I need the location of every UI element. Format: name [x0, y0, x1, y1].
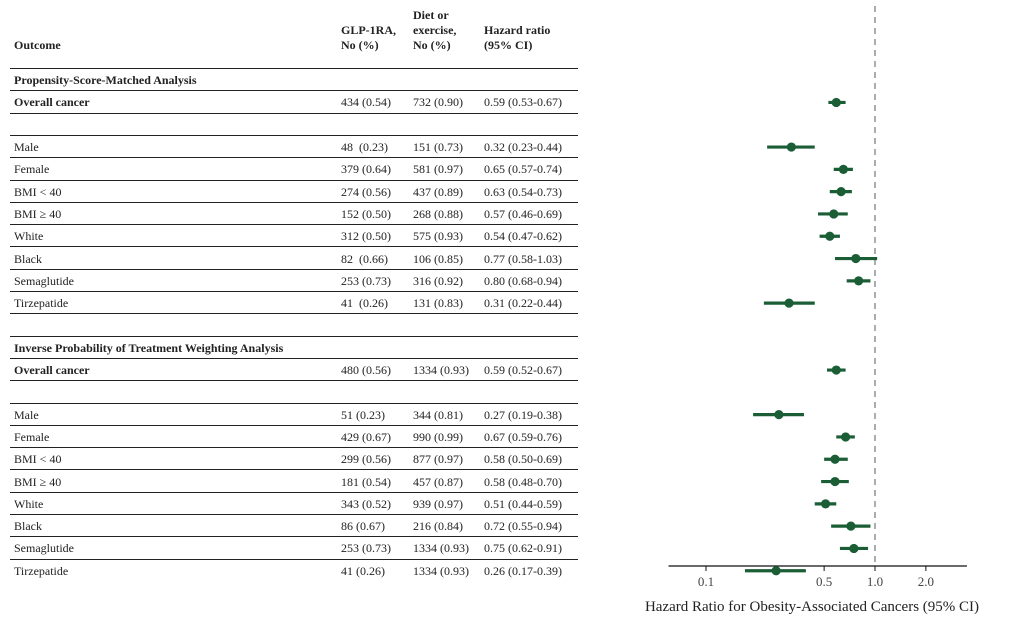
- hazard-ratio-text: 0.58 (0.50-0.69): [484, 452, 562, 466]
- row-label: Female: [14, 430, 50, 444]
- x-tick-label: 1.0: [866, 574, 884, 589]
- glp-count: 253 (0.73): [341, 541, 391, 555]
- diet-count: 581 (0.97): [413, 162, 463, 176]
- hazard-ratio-text: 0.32 (0.23-0.44): [484, 140, 562, 154]
- header-glp-line2: No (%): [341, 38, 379, 52]
- hr-point: [784, 299, 793, 308]
- hazard-ratio-text: 0.31 (0.22-0.44): [484, 296, 562, 310]
- diet-count: 344 (0.81): [413, 408, 463, 422]
- header-hr: [484, 23, 550, 53]
- forest-plot: [580, 0, 1020, 620]
- row-label: Female: [14, 162, 50, 176]
- row-label: BMI ≥ 40: [14, 475, 62, 489]
- table-rule: [10, 135, 578, 136]
- table-rule: [10, 157, 578, 158]
- hazard-ratio-text: 0.59 (0.52-0.67): [484, 363, 562, 377]
- table-rule: [10, 246, 578, 247]
- row-label: Tirzepatide: [14, 296, 69, 310]
- table-rule: [10, 113, 578, 114]
- glp-count: 253 (0.73): [341, 274, 391, 288]
- hr-point: [830, 455, 839, 464]
- hazard-ratio-text: 0.57 (0.46-0.69): [484, 207, 562, 221]
- glp-count: 312 (0.50): [341, 229, 391, 243]
- diet-count: 216 (0.84): [413, 519, 463, 533]
- table-rule: [10, 447, 578, 448]
- hazard-ratio-text: 0.58 (0.48-0.70): [484, 475, 562, 489]
- hazard-ratio-text: 0.63 (0.54-0.73): [484, 185, 562, 199]
- section-heading: Inverse Probability of Treatment Weighting Analysis: [14, 341, 284, 355]
- table-rule: [10, 536, 578, 537]
- diet-count: 316 (0.92): [413, 274, 463, 288]
- hr-point: [825, 232, 834, 241]
- header-hr-line2: (95% CI): [484, 38, 533, 52]
- hazard-ratio-text: 0.54 (0.47-0.62): [484, 229, 562, 243]
- header-diet-line1: Diet or: [413, 8, 449, 22]
- table-rule: [10, 336, 578, 337]
- table-rule: [10, 358, 578, 359]
- glp-count: 274 (0.56): [341, 185, 391, 199]
- table-rule: [10, 180, 578, 181]
- hazard-ratio-text: 0.75 (0.62-0.91): [484, 541, 562, 555]
- diet-count: 151 (0.73): [413, 140, 463, 154]
- glp-count: 181 (0.54): [341, 475, 391, 489]
- glp-count: 51 (0.23): [341, 408, 385, 422]
- hazard-ratio-text: 0.80 (0.68-0.94): [484, 274, 562, 288]
- glp-count: 48 (0.23): [341, 140, 388, 154]
- hr-point: [830, 477, 839, 486]
- diet-count: 106 (0.85): [413, 252, 463, 266]
- x-tick-label: 2.0: [917, 574, 934, 589]
- hazard-ratio-text: 0.59 (0.53-0.67): [484, 95, 562, 109]
- x-tick-label: 0.5: [816, 574, 833, 589]
- hr-point: [854, 276, 863, 285]
- row-label: Tirzepatide: [14, 564, 69, 578]
- hr-point: [774, 410, 783, 419]
- hr-point: [829, 209, 838, 218]
- glp-count: 480 (0.56): [341, 363, 391, 377]
- table-rule: [10, 425, 578, 426]
- header-diet-line2: exercise,: [413, 23, 457, 37]
- hr-point: [832, 98, 841, 107]
- diet-count: 437 (0.89): [413, 185, 463, 199]
- row-label: White: [14, 497, 44, 511]
- row-label: Male: [14, 140, 39, 154]
- diet-count: 1334 (0.93): [413, 541, 469, 555]
- table-rule: [10, 269, 578, 270]
- row-label: Semaglutide: [14, 541, 74, 555]
- hr-point: [839, 165, 848, 174]
- hr-point: [836, 187, 845, 196]
- diet-count: 131 (0.83): [413, 296, 463, 310]
- diet-count: 1334 (0.93): [413, 363, 469, 377]
- row-label: Semaglutide: [14, 274, 74, 288]
- glp-count: 429 (0.67): [341, 430, 391, 444]
- glp-count: 434 (0.54): [341, 95, 391, 109]
- hr-point: [787, 142, 796, 151]
- row-label: Overall cancer: [14, 95, 90, 109]
- table-rule: [10, 559, 578, 560]
- table-rule: [10, 380, 578, 381]
- header-glp-line1: GLP-1RA,: [341, 23, 396, 37]
- diet-count: 877 (0.97): [413, 452, 463, 466]
- hr-point: [849, 544, 858, 553]
- table-rule: [10, 469, 578, 470]
- table-rule: [10, 90, 578, 91]
- glp-count: 343 (0.52): [341, 497, 391, 511]
- glp-count: 82 (0.66): [341, 252, 388, 266]
- diet-count: 939 (0.97): [413, 497, 463, 511]
- hazard-ratio-text: 0.67 (0.59-0.76): [484, 430, 562, 444]
- header-diet-line3: No (%): [413, 38, 451, 52]
- hr-point: [772, 566, 781, 575]
- table-rule: [10, 224, 578, 225]
- diet-count: 1334 (0.93): [413, 564, 469, 578]
- section-heading: Propensity-Score-Matched Analysis: [14, 73, 197, 87]
- x-tick-label: 0.1: [697, 574, 715, 589]
- hr-point: [846, 522, 855, 531]
- x-axis-label: Hazard Ratio for Obesity-Associated Cancers (95% CI): [644, 599, 980, 615]
- hr-point: [832, 365, 841, 374]
- row-label: BMI < 40: [14, 452, 62, 466]
- header-outcome: Outcome: [14, 38, 61, 52]
- table-rule: [10, 313, 578, 314]
- header-glp: [341, 23, 396, 53]
- hazard-ratio-text: 0.26 (0.17-0.39): [484, 564, 562, 578]
- glp-count: 41 (0.26): [341, 564, 385, 578]
- hazard-ratio-text: 0.27 (0.19-0.38): [484, 408, 562, 422]
- hr-point: [841, 432, 850, 441]
- diet-count: 268 (0.88): [413, 207, 463, 221]
- glp-count: 152 (0.50): [341, 207, 391, 221]
- hazard-ratio-text: 0.51 (0.44-0.59): [484, 497, 562, 511]
- row-label: Male: [14, 408, 39, 422]
- header-hr-line1: Hazard ratio: [484, 23, 551, 37]
- table-rule: [10, 202, 578, 203]
- table-rule: [10, 403, 578, 404]
- diet-count: 990 (0.99): [413, 430, 463, 444]
- table-rule: [10, 514, 578, 515]
- row-label: BMI < 40: [14, 185, 62, 199]
- table-rule: [10, 291, 578, 292]
- hazard-ratio-text: 0.65 (0.57-0.74): [484, 162, 562, 176]
- diet-count: 732 (0.90): [413, 95, 463, 109]
- diet-count: 575 (0.93): [413, 229, 463, 243]
- glp-count: 41 (0.26): [341, 296, 388, 310]
- hr-point: [821, 499, 830, 508]
- row-label: Black: [14, 519, 42, 533]
- diet-count: 457 (0.87): [413, 475, 463, 489]
- row-label: Black: [14, 252, 42, 266]
- glp-count: 299 (0.56): [341, 452, 391, 466]
- row-label: Overall cancer: [14, 363, 90, 377]
- glp-count: 86 (0.67): [341, 519, 385, 533]
- table-rule: [10, 492, 578, 493]
- hr-point: [851, 254, 860, 263]
- row-label: BMI ≥ 40: [14, 207, 62, 221]
- glp-count: 379 (0.64): [341, 162, 391, 176]
- table-rule: [10, 68, 578, 69]
- header-diet: [413, 8, 456, 53]
- hazard-ratio-text: 0.77 (0.58-1.03): [484, 252, 562, 266]
- hazard-ratio-text: 0.72 (0.55-0.94): [484, 519, 562, 533]
- row-label: White: [14, 229, 44, 243]
